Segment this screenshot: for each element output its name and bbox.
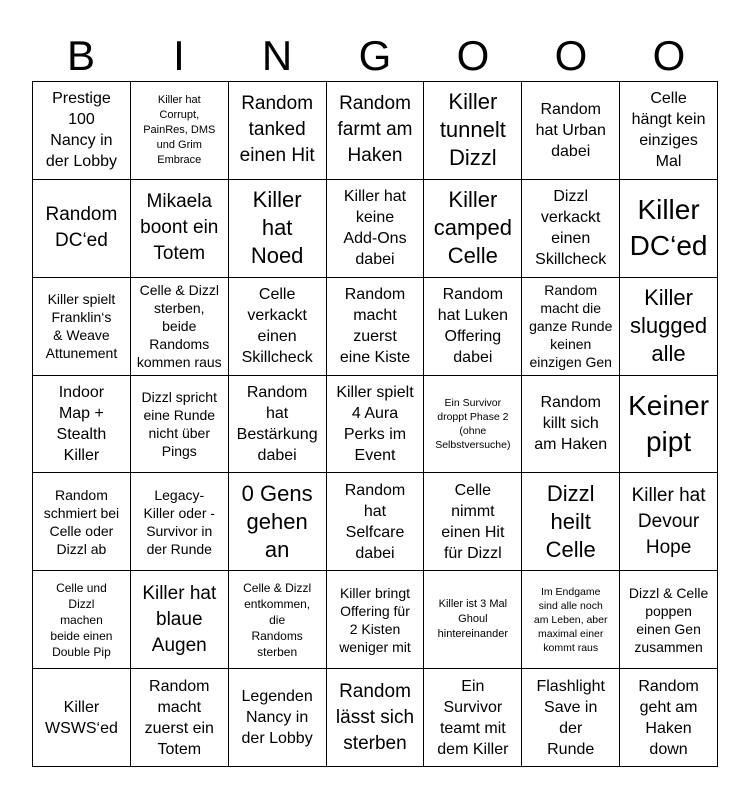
bingo-cell-text: Killer spielt 4 Aura Perks im Event xyxy=(336,383,414,464)
bingo-cell-text: Im Endgame sind alle noch am Leben, aber maximal einer kommt raus xyxy=(533,585,608,654)
bingo-cell-text: Ein Survivor teamt mit dem Killer xyxy=(437,677,509,758)
bingo-cell-text: Random DC‘ed xyxy=(45,204,118,252)
bingo-cell-text: Celle & Dizzl sterben, beide Randoms kommen raus xyxy=(136,282,222,371)
bingo-cell-text: Random hat Bestärkung dabei xyxy=(236,383,318,464)
bingo-cell-text: Killer hat keine Add-Ons dabei xyxy=(343,188,407,269)
bingo-cell-text: Keiner pipt xyxy=(628,389,710,457)
bingo-cell[interactable] xyxy=(327,376,425,474)
bingo-cell[interactable] xyxy=(33,669,131,767)
bingo-cell[interactable] xyxy=(327,82,425,180)
header-letter: O xyxy=(456,32,490,79)
bingo-cell[interactable] xyxy=(620,278,718,376)
bingo-cell-text: 0 Gens gehen an xyxy=(241,480,313,562)
bingo-cell-text: Celle verkackt einen Skillcheck xyxy=(241,286,313,367)
bingo-header xyxy=(32,30,718,82)
bingo-cell-text: Prestige 100 Nancy in der Lobby xyxy=(45,90,117,171)
bingo-cell-text: Indoor Map + Stealth Killer xyxy=(56,383,107,464)
bingo-cell[interactable] xyxy=(33,278,131,376)
bingo-cell[interactable] xyxy=(424,278,522,376)
bingo-cell-text: Ein Survivor droppt Phase 2 (ohne Selbstversuche) xyxy=(435,396,511,451)
bingo-cell[interactable] xyxy=(424,473,522,571)
bingo-cell-text: Killer camped Celle xyxy=(433,187,512,269)
bingo-cell-text: Random hat Urban dabei xyxy=(535,100,606,160)
bingo-cell-text: Random tanked einen Hit xyxy=(239,93,315,167)
bingo-cell-text: Random farmt am Haken xyxy=(337,93,413,167)
bingo-cell-text: Killer bringt Offering für 2 Kisten weniger mit xyxy=(339,584,411,655)
bingo-cell-text: Dizzl & Celle poppen einen Gen zusammen xyxy=(628,584,709,655)
bingo-cell[interactable] xyxy=(229,278,327,376)
bingo-cell-text: Celle & Dizzl entkommen, die Randoms sterben xyxy=(243,580,312,659)
bingo-cell-text: Killer hat Noed xyxy=(250,187,304,269)
bingo-cell[interactable] xyxy=(522,278,620,376)
bingo-cell[interactable] xyxy=(424,82,522,180)
bingo-cell[interactable] xyxy=(522,180,620,278)
bingo-cell-text: Killer hat blaue Augen xyxy=(142,582,217,656)
bingo-cell[interactable] xyxy=(620,669,718,767)
bingo-cell[interactable] xyxy=(620,473,718,571)
bingo-cell-text: Random macht zuerst ein Totem xyxy=(144,677,214,758)
bingo-cell-text: Killer hat Devour Hope xyxy=(631,484,706,558)
header-letter: G xyxy=(358,32,392,79)
bingo-cell[interactable] xyxy=(327,669,425,767)
bingo-cell-text: Random hat Selfcare dabei xyxy=(344,481,406,562)
bingo-cell[interactable] xyxy=(229,376,327,474)
bingo-cell[interactable] xyxy=(131,473,229,571)
bingo-cell[interactable] xyxy=(522,571,620,669)
bingo-cell[interactable] xyxy=(327,571,425,669)
bingo-cell-text: Killer spielt Franklin‘s & Weave Attunement xyxy=(45,291,118,362)
bingo-cell-text: Random lässt sich sterben xyxy=(335,680,415,754)
bingo-cell-text: Flashlight Save in der Runde xyxy=(536,677,605,758)
bingo-cell-text: Random macht die ganze Runde keinen einzigen Gen xyxy=(529,282,613,371)
bingo-cell-text: Celle und Dizzl machen beide einen Double Pip xyxy=(50,580,113,659)
bingo-cell[interactable] xyxy=(33,376,131,474)
bingo-cell-text: Celle nimmt einen Hit für Dizzl xyxy=(441,481,505,562)
bingo-cell[interactable] xyxy=(327,473,425,571)
bingo-cell[interactable] xyxy=(424,180,522,278)
header-letter: I xyxy=(173,32,185,79)
bingo-cell[interactable] xyxy=(620,571,718,669)
bingo-cell[interactable] xyxy=(327,278,425,376)
bingo-cell-text: Random geht am Haken down xyxy=(638,677,699,758)
bingo-cell-text: Random hat Luken Offering dabei xyxy=(437,286,508,367)
bingo-cell[interactable] xyxy=(33,473,131,571)
bingo-cell[interactable] xyxy=(522,669,620,767)
bingo-cell-text: Mikaela boont ein Totem xyxy=(140,191,219,265)
bingo-cell[interactable] xyxy=(131,571,229,669)
bingo-cell[interactable] xyxy=(522,473,620,571)
bingo-cell-text: Celle hängt kein einziges Mal xyxy=(631,90,706,171)
bingo-cell[interactable] xyxy=(620,82,718,180)
bingo-cell[interactable] xyxy=(620,180,718,278)
bingo-cell[interactable] xyxy=(131,669,229,767)
bingo-cell-text: Random schmiert bei Celle oder Dizzl ab xyxy=(43,486,120,557)
header-letter: O xyxy=(554,32,588,79)
bingo-cell[interactable] xyxy=(33,82,131,180)
bingo-cell[interactable] xyxy=(424,376,522,474)
header-letter: N xyxy=(261,32,293,79)
bingo-cell-text: Killer DC‘ed xyxy=(629,194,708,262)
bingo-cell-text: Killer WSWS‘ed xyxy=(44,698,118,737)
bingo-grid xyxy=(32,81,718,767)
bingo-cell[interactable] xyxy=(229,669,327,767)
bingo-cell[interactable] xyxy=(229,82,327,180)
bingo-cell-text: Legenden Nancy in der Lobby xyxy=(241,688,313,748)
bingo-cell-text: Dizzl verkackt einen Skillcheck xyxy=(535,188,607,269)
bingo-cell[interactable] xyxy=(33,180,131,278)
bingo-cell-text: Legacy- Killer oder - Survivor in der Runde xyxy=(143,486,216,557)
bingo-cell[interactable] xyxy=(131,82,229,180)
bingo-cell[interactable] xyxy=(131,376,229,474)
bingo-cell[interactable] xyxy=(229,473,327,571)
bingo-cell-text: Dizzl heilt Celle xyxy=(545,480,596,562)
header-letter: B xyxy=(66,32,95,79)
bingo-cell[interactable] xyxy=(424,571,522,669)
bingo-cell-text: Killer slugged alle xyxy=(630,285,708,367)
bingo-cell[interactable] xyxy=(522,82,620,180)
bingo-cell-text: Killer hat Corrupt, PainRes, DMS und Grim Embrace xyxy=(143,93,216,166)
bingo-cell[interactable] xyxy=(33,571,131,669)
bingo-cell[interactable] xyxy=(327,180,425,278)
bingo-cell[interactable] xyxy=(522,376,620,474)
bingo-cell-text: Random killt sich am Haken xyxy=(534,394,608,454)
bingo-cell-text: Random macht zuerst eine Kiste xyxy=(339,286,411,367)
bingo-cell[interactable] xyxy=(131,278,229,376)
bingo-cell[interactable] xyxy=(229,571,327,669)
bingo-cell[interactable] xyxy=(131,180,229,278)
header-letter: O xyxy=(652,32,686,79)
bingo-cell-text: Killer ist 3 Mal Ghoul hintereinander xyxy=(437,598,509,641)
bingo-cell[interactable] xyxy=(620,376,718,474)
bingo-cell-text: Killer tunnelt Dizzl xyxy=(439,89,506,171)
bingo-cell[interactable] xyxy=(424,669,522,767)
bingo-cell-text: Dizzl spricht eine Runde nicht über Pings xyxy=(141,388,217,459)
bingo-cell[interactable] xyxy=(229,180,327,278)
